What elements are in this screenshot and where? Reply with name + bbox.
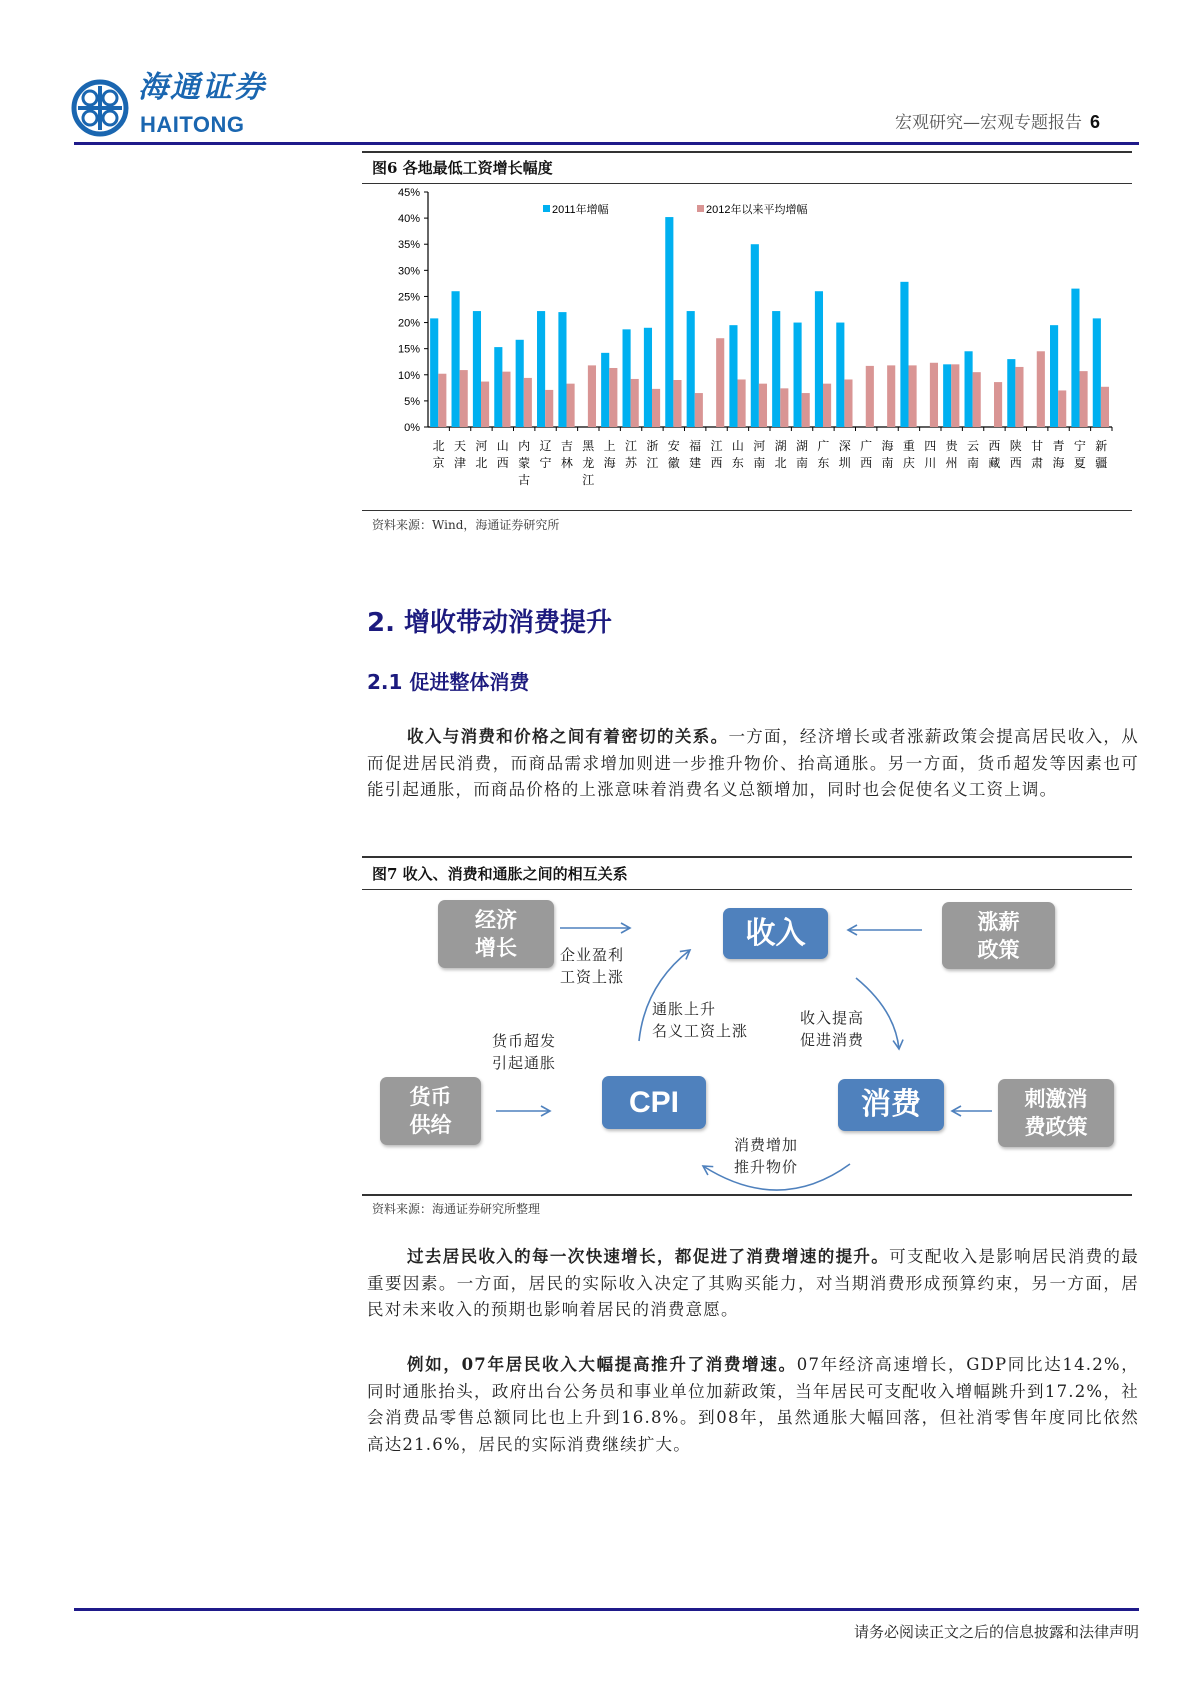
section-heading: 2. 增收带动消费提升 — [367, 608, 613, 638]
x-tick-label: 浙 — [646, 439, 659, 453]
x-tick-label: 圳 — [838, 456, 851, 470]
label-line: 推升物价 — [734, 1158, 799, 1176]
y-tick-label: 20% — [397, 317, 420, 330]
label-line: 通胀上升 — [652, 1000, 717, 1018]
x-tick-label: 江 — [582, 473, 595, 487]
x-tick-label: 建 — [689, 456, 702, 470]
x-tick-label: 湖 — [796, 439, 809, 453]
node-stimulus-policy — [998, 1079, 1114, 1147]
x-tick-label: 西 — [988, 439, 1001, 453]
label-line: 货币超发 — [492, 1032, 557, 1050]
x-tick-label: 广 — [860, 439, 873, 453]
footer-rule — [74, 1608, 1139, 1611]
x-tick-label: 南 — [881, 456, 894, 470]
logo-chinese-name: 海通证券 — [138, 70, 266, 105]
x-tick-label: 古 — [518, 473, 531, 487]
legend-label: 2011年增幅 — [552, 204, 609, 216]
label-profit-wage — [560, 944, 624, 988]
x-tick-label: 重 — [902, 439, 915, 453]
y-tick-label: 35% — [397, 239, 420, 252]
label-inflation-wage — [652, 998, 748, 1042]
report-type: 宏观研究—宏观专题报告 — [894, 113, 1082, 133]
x-tick-label: 藏 — [988, 456, 1001, 470]
para3-lead: 例如，07年居民收入大幅提高推升了消费增速。 — [407, 1355, 797, 1374]
x-tick-label: 宁 — [1073, 439, 1086, 453]
paragraph-income-growth — [367, 1244, 1139, 1324]
x-tick-label: 徽 — [667, 456, 680, 470]
x-tick-label: 江 — [625, 439, 638, 453]
x-tick-label: 蒙 — [518, 456, 531, 470]
node-label: 货币供给 — [409, 1084, 452, 1137]
x-tick-label: 青 — [1052, 439, 1065, 453]
x-tick-label: 津 — [454, 456, 467, 470]
x-tick-label: 天 — [454, 439, 467, 453]
x-tick-label: 新 — [1095, 439, 1108, 453]
x-tick-label: 江 — [710, 439, 723, 453]
x-tick-label: 内 — [518, 439, 531, 453]
x-tick-label: 庆 — [902, 456, 915, 470]
footer-disclaimer: 请务必阅读正文之后的信息披露和法律声明 — [853, 1623, 1139, 1641]
x-tick-label: 山 — [731, 439, 744, 453]
label-line: 促进消费 — [800, 1031, 865, 1049]
node-wage-policy — [942, 902, 1055, 969]
x-tick-label: 川 — [924, 456, 937, 470]
x-tick-label: 海 — [881, 439, 894, 453]
x-tick-label: 北 — [475, 456, 488, 470]
x-tick-label: 陕 — [1009, 439, 1022, 453]
figure7-bottom-rule — [362, 1194, 1132, 1196]
para1-body: 一方面，经济增长或者涨薪政策会提高居民收入，从而促进居民消费，而商品需求增加则进一步推升物价、抬高通胀。另一方面，货币超发等因素也可能引起通胀，而商品价格的上涨意味着消费名义总额增加，同时也会促使名义工资上调。 — [367, 727, 1139, 799]
x-tick-label: 海 — [603, 456, 616, 470]
x-tick-label: 林 — [560, 456, 573, 470]
x-tick-label: 福 — [689, 439, 702, 453]
x-tick-label: 龙 — [582, 456, 595, 470]
x-tick-label: 夏 — [1073, 456, 1086, 470]
x-tick-label: 南 — [796, 456, 809, 470]
y-tick-label: 40% — [397, 213, 420, 226]
x-tick-label: 四 — [924, 439, 937, 453]
x-tick-label: 河 — [753, 439, 766, 453]
label-consumption-price — [734, 1134, 798, 1178]
node-economic-growth — [438, 900, 554, 968]
node-label: 消费 — [861, 1087, 921, 1122]
label-line: 收入提高 — [800, 1009, 865, 1027]
x-tick-label: 北 — [432, 439, 445, 453]
logo-english-name: HAITONG — [140, 112, 245, 137]
node-income — [723, 908, 828, 959]
y-tick-label: 30% — [397, 265, 420, 278]
y-tick-label: 45% — [397, 187, 420, 199]
x-tick-label: 西 — [496, 456, 509, 470]
x-tick-label: 广 — [817, 439, 830, 453]
label-income-consumption — [800, 1007, 864, 1051]
x-tick-label: 黑 — [582, 439, 595, 453]
x-tick-label: 南 — [753, 456, 766, 470]
x-tick-label: 东 — [817, 456, 830, 470]
x-tick-label: 辽 — [539, 439, 552, 453]
y-tick-label: 10% — [397, 369, 420, 382]
y-tick-label: 0% — [404, 422, 420, 434]
x-tick-label: 江 — [646, 456, 659, 470]
node-label: 刺激消费政策 — [1024, 1086, 1088, 1139]
label-line: 名义工资上涨 — [652, 1022, 749, 1040]
figure7-source: 资料来源：海通证券研究所整理 — [372, 1202, 541, 1216]
x-tick-label: 西 — [1009, 456, 1022, 470]
x-tick-label: 上 — [603, 439, 616, 453]
x-tick-label: 深 — [838, 439, 851, 453]
x-tick-label: 云 — [967, 439, 980, 453]
y-tick-label: 5% — [404, 395, 420, 408]
x-tick-label: 南 — [967, 456, 980, 470]
para2-lead: 过去居民收入的每一次快速增长，都促进了消费增速的提升。 — [407, 1247, 890, 1266]
x-tick-label: 贵 — [945, 439, 958, 453]
node-label: 收入 — [745, 915, 806, 951]
page-number: 6 — [1089, 112, 1100, 132]
para2-body: 可支配收入是影响居民消费的最重要因素。一方面，居民的实际收入决定了其购买能力，对当期消费形成预算约束，另一方面，居民对未来收入的预期也影响着居民的消费意愿。 — [367, 1247, 1139, 1319]
x-tick-label: 苏 — [625, 456, 638, 470]
node-label: 经济增长 — [475, 907, 517, 960]
para3-body: 07年经济高速增长，GDP同比达14.2%，同时通胀抬头，政府出台公务员和事业单位加薪政策，当年居民可支配收入增幅跳升到17.2%，社会消费品零售总额同比也上升到16.8%。到08年，虽然通胀大幅回落，但社消零售年度同比依然高达21.6%，居民的实际消费继续扩大。 — [367, 1355, 1139, 1454]
figure6-title: 图6 各地最低工资增长幅度 — [372, 159, 553, 177]
node-label: 涨薪政策 — [977, 908, 1020, 962]
x-tick-label: 海 — [1052, 456, 1065, 470]
x-tick-label: 肃 — [1031, 456, 1044, 470]
para1-lead: 收入与消费和价格之间有着密切的关系。 — [407, 727, 729, 746]
node-label: CPI — [628, 1085, 679, 1119]
x-tick-label: 河 — [475, 439, 488, 453]
x-tick-label: 甘 — [1031, 439, 1044, 453]
label-line: 工资上涨 — [560, 968, 625, 986]
label-line: 消费增加 — [734, 1136, 799, 1154]
subsection-heading: 2.1 促进整体消费 — [367, 670, 530, 694]
x-tick-label: 西 — [710, 456, 723, 470]
y-tick-label: 25% — [397, 291, 420, 304]
paragraph-2007-example — [367, 1352, 1139, 1458]
x-tick-label: 西 — [860, 456, 873, 470]
figure6-source: 资料来源：Wind，海通证券研究所 — [372, 518, 560, 532]
node-money-supply — [380, 1077, 481, 1145]
x-tick-label: 山 — [496, 439, 509, 453]
label-line: 引起通胀 — [492, 1054, 557, 1072]
x-tick-label: 疆 — [1095, 456, 1108, 470]
x-tick-label: 吉 — [560, 439, 573, 453]
y-tick-label: 15% — [397, 343, 420, 356]
x-tick-label: 东 — [731, 456, 744, 470]
x-tick-label: 北 — [774, 456, 787, 470]
legend-label: 2012年以来平均增幅 — [706, 204, 808, 216]
node-consumption — [838, 1079, 944, 1131]
x-tick-label: 湖 — [774, 439, 787, 453]
figure7-title: 图7 收入、消费和通胀之间的相互关系 — [372, 865, 628, 883]
x-tick-label: 州 — [945, 456, 958, 470]
label-money-inflation — [492, 1030, 556, 1074]
node-cpi — [602, 1076, 706, 1129]
label-line: 企业盈利 — [560, 946, 625, 964]
x-tick-label: 京 — [432, 456, 445, 470]
x-tick-label: 宁 — [539, 456, 552, 470]
x-tick-label: 安 — [667, 439, 680, 453]
